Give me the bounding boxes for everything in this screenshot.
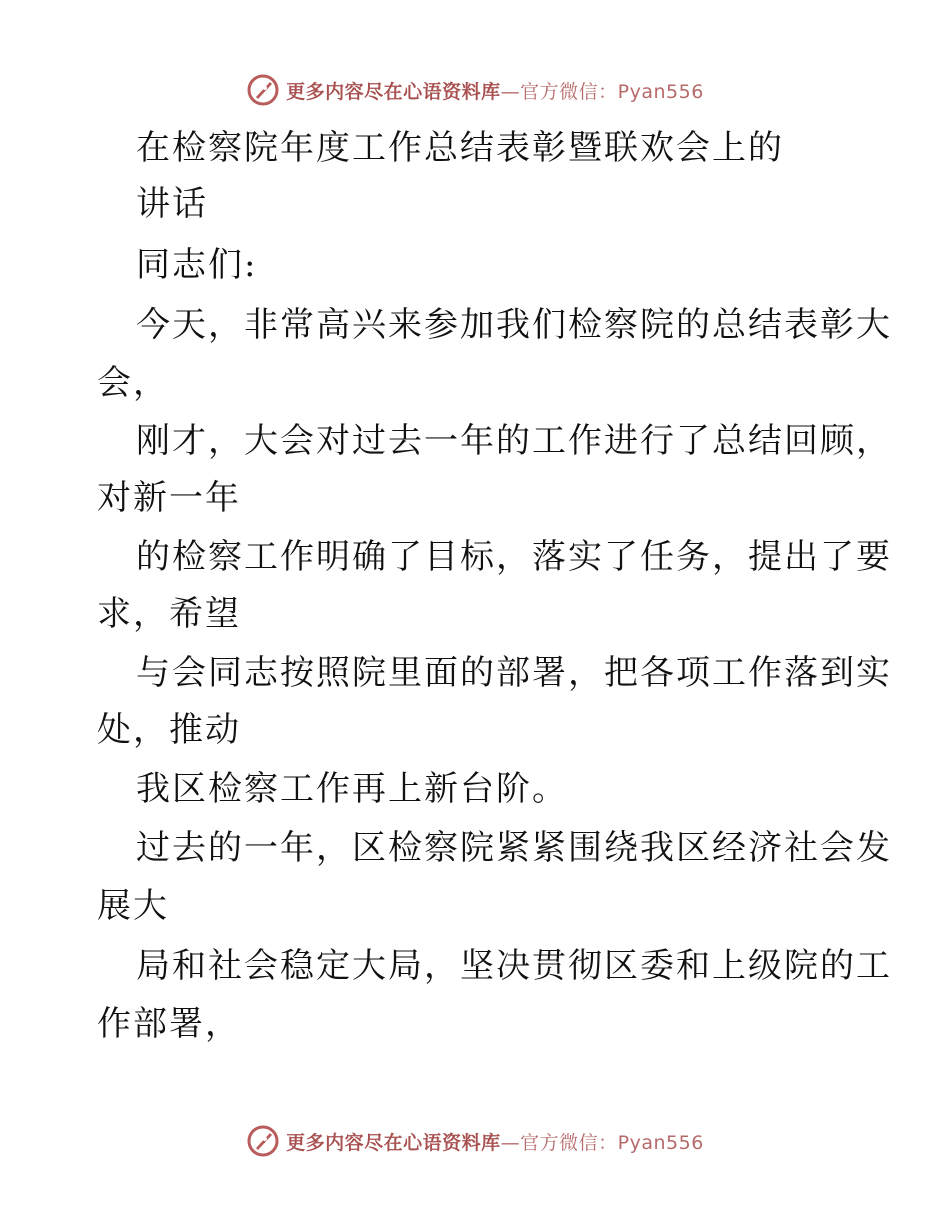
watermark-text: 更多内容尽在心语资料库—官方微信：Pyan556 [286,1131,704,1154]
pen-nib-circle-icon [246,1124,280,1158]
footer-watermark [0,1121,950,1161]
text-line: 与会同志按照院里面的部署，把各项工作落到实 [136,653,892,693]
text-line: 求，希望 [97,594,241,634]
text-line: 作部署， [97,1004,241,1044]
text-line: 的检察工作明确了目标，落实了任务，提出了要 [136,537,892,577]
text-line: 过去的一年，区检察院紧紧围绕我区经济社会发 [136,828,892,868]
pen-nib-circle-icon [246,73,280,107]
text-line: 在检察院年度工作总结表彰暨联欢会上的 [136,128,784,168]
text-line: 处，推动 [97,710,241,750]
text-line: 今天，非常高兴来参加我们检察院的总结表彰大 [136,305,892,345]
header-watermark [0,70,950,110]
text-line: 讲话 [136,184,208,224]
text-line: 同志们: [136,245,258,285]
text-line: 对新一年 [97,478,241,518]
text-line: 我区检察工作再上新台阶。 [136,769,568,809]
text-line: 刚才，大会对过去一年的工作进行了总结回顾， [136,421,892,461]
text-line: 会， [97,363,169,403]
text-line: 局和社会稳定大局，坚决贯彻区委和上级院的工 [136,946,892,986]
watermark-text: 更多内容尽在心语资料库—官方微信：Pyan556 [286,80,704,103]
text-line: 展大 [97,886,169,926]
